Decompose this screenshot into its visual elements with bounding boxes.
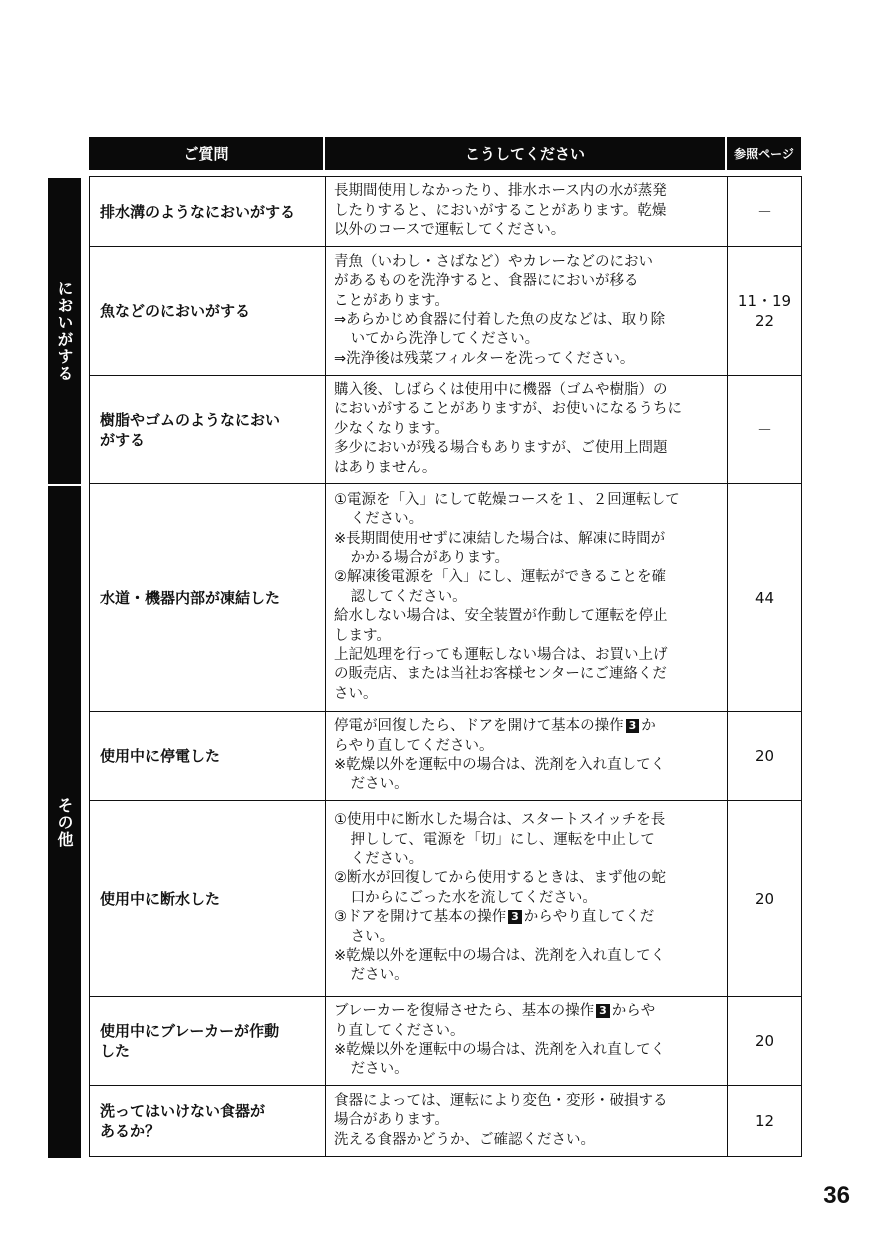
answer-line: 給水しない場合は、安全装置が作動して運転を停止 (334, 608, 668, 625)
answer-line: はありません。 (334, 459, 437, 476)
answer-line: 上記処理を行っても運転しない場合は、お買い上げ (334, 647, 668, 664)
question-cell (90, 712, 326, 801)
answer-line: ②解凍後電源を「入」にし、運転ができることを確 (334, 569, 666, 586)
ref-page-text: 20 (754, 1032, 775, 1050)
answer-line: ※乾燥以外を運転中の場合は、洗剤を入れ直してく (334, 948, 666, 965)
answer-line: 以外のコースで運転してください。 (334, 222, 566, 239)
answer-line: ②断水が回復してから使用するときは、まず他の蛇 (334, 870, 666, 887)
answer-line (334, 717, 720, 736)
section-label-other (48, 486, 81, 1158)
answer-line: ⇒あらかじめ食器に付着した魚の皮などは、取り除 (334, 312, 666, 328)
answer-text: ブレーカーを復帰させたら、基本の操作 (334, 1003, 595, 1020)
question-cell (90, 177, 326, 247)
answer-line: 長期間使用しなかったり、排水ホース内の水が蒸発 (334, 183, 667, 200)
ref-page-text: 20 (754, 747, 775, 765)
answer-line: ください。 (350, 850, 424, 867)
answer-line: 口からにごった水を流してください。 (350, 889, 597, 906)
answer-line: ⇒洗浄後は残菜フィルターを洗ってください。 (334, 350, 635, 367)
ref-page-text: 12 (754, 1112, 775, 1130)
table-row (90, 712, 802, 801)
faq-table (89, 176, 802, 1157)
ref-page-text: － (756, 202, 772, 221)
ref-page-cell (728, 712, 802, 801)
table-row (90, 1086, 802, 1157)
answer-line: 認してください。 (350, 588, 467, 605)
answer-text: ③ドアを開けて基本の操作 (334, 909, 507, 926)
answer-line: ださい。 (350, 776, 409, 793)
answer-line: においがすることがありますが、お使いになるうちに (334, 401, 682, 418)
answer-line: 少なくなります。 (334, 420, 449, 437)
answer-line: 押しして、電源を「切」にし、運転を中止して (350, 831, 655, 848)
answer-line: さい。 (350, 928, 395, 945)
table-row (90, 177, 802, 247)
question-text: がする (100, 430, 146, 449)
answer-line: 購入後、しばらくは使用中に機器（ゴムや樹脂）の (334, 381, 668, 398)
answer-line: があるものを洗浄すると、食器ににおいが移る (334, 273, 639, 290)
question-cell (90, 484, 326, 712)
answer-line: ※乾燥以外を運転中の場合は、洗剤を入れ直してく (334, 757, 666, 773)
question-text: 使用中にブレーカーが作動 (100, 1022, 280, 1040)
ref-page-text: 11・19 (737, 292, 792, 310)
question-cell (90, 1086, 326, 1157)
answer-line: ※乾燥以外を運転中の場合は、洗剤を入れ直してく (334, 1042, 666, 1058)
question-cell (90, 997, 326, 1086)
answer-text: からやり直してくだ (523, 909, 655, 926)
ref-page-cell (728, 1086, 802, 1157)
ref-page-text: 20 (754, 889, 775, 908)
answer-line: ※長期間使用せずに凍結した場合は、解凍に時間が (334, 530, 666, 547)
step-number-badge: 3 (626, 719, 640, 733)
answer-text: 停電が回復したら、ドアを開けて基本の操作 (334, 718, 624, 735)
question-text: 樹脂やゴムのようなにおい (100, 410, 281, 429)
answer-line (334, 1002, 720, 1021)
answer-line: ①使用中に断水した場合は、スタートスイッチを長 (334, 812, 666, 829)
answer-line: らやり直してください。 (334, 737, 494, 754)
table-row (90, 801, 802, 997)
answer-line: り直してください。 (334, 1022, 465, 1039)
answer-line: かかる場合があります。 (350, 549, 510, 566)
answer-cell (326, 376, 728, 484)
answer-line: ださい。 (350, 967, 409, 984)
question-text: 魚などのにおいがする (100, 302, 251, 320)
question-text: 使用中に断水した (100, 889, 221, 908)
answer-cell (326, 247, 728, 376)
section-label-text: その他 (55, 796, 74, 848)
section-label-text: においがする (55, 280, 74, 382)
table-row (90, 997, 802, 1086)
ref-page-cell (728, 997, 802, 1086)
question-cell (90, 801, 326, 997)
answer-cell (326, 712, 728, 801)
answer-line: ことがあります。 (334, 292, 449, 309)
ref-page-cell (728, 376, 802, 484)
answer-text: か (641, 718, 656, 735)
question-text: 排水溝のようなにおいがする (100, 202, 296, 221)
answer-line: したりすると、においがすることがあります。乾燥 (334, 202, 667, 219)
question-text: あるか？ (100, 1122, 161, 1140)
header-answer: こうしてください (325, 137, 725, 170)
table-row (90, 376, 802, 484)
answer-line: ださい。 (350, 1061, 409, 1078)
section-label-smell (48, 178, 81, 484)
table-row (90, 484, 802, 712)
answer-line: ください。 (350, 511, 424, 528)
answer-text: からや (611, 1003, 656, 1020)
question-text: した (100, 1042, 131, 1060)
page-number: 36 (823, 1182, 850, 1209)
table-row (90, 247, 802, 376)
answer-cell (326, 1086, 728, 1157)
answer-line: いてから洗浄してください。 (350, 331, 540, 348)
ref-page-cell (728, 801, 802, 997)
answer-line: 多少においが残る場合もありますが、ご使用上問題 (334, 440, 668, 457)
answer-line: 場合があります。 (334, 1112, 449, 1129)
header-question: ご質問 (89, 137, 323, 170)
question-cell (90, 247, 326, 376)
answer-line: 食器によっては、運転により変色・変形・破損する (334, 1092, 668, 1109)
answer-line: します。 (334, 627, 391, 644)
step-number-badge: 3 (508, 910, 522, 924)
answer-cell (326, 801, 728, 997)
answer-line: ①電源を「入」にして乾燥コースを１、２回運転して (334, 491, 680, 508)
answer-line: の販売店、または当社お客様センターにご連絡くだ (334, 666, 667, 683)
question-text: 洗ってはいけない食器が (100, 1102, 266, 1120)
step-number-badge: 3 (596, 1004, 610, 1018)
ref-page-cell (728, 484, 802, 712)
question-text: 使用中に停電した (100, 747, 221, 765)
ref-page-cell (728, 177, 802, 247)
question-cell (90, 376, 326, 484)
ref-page-text: － (756, 420, 772, 439)
answer-cell (326, 484, 728, 712)
header-ref-page: 参照ページ (727, 137, 801, 170)
answer-cell (326, 177, 728, 247)
ref-page-text: 44 (754, 588, 775, 607)
answer-line: 青魚（いわし・さばなど）やカレーなどのにおい (334, 253, 653, 270)
answer-line (334, 908, 720, 927)
answer-line: 洗える食器かどうか、ご確認ください。 (334, 1131, 595, 1148)
answer-line: さい。 (334, 685, 378, 702)
answer-cell (326, 997, 728, 1086)
question-text: 水道・機器内部が凍結した (100, 588, 281, 607)
ref-page-cell (728, 247, 802, 376)
ref-page-text: 22 (754, 312, 775, 330)
